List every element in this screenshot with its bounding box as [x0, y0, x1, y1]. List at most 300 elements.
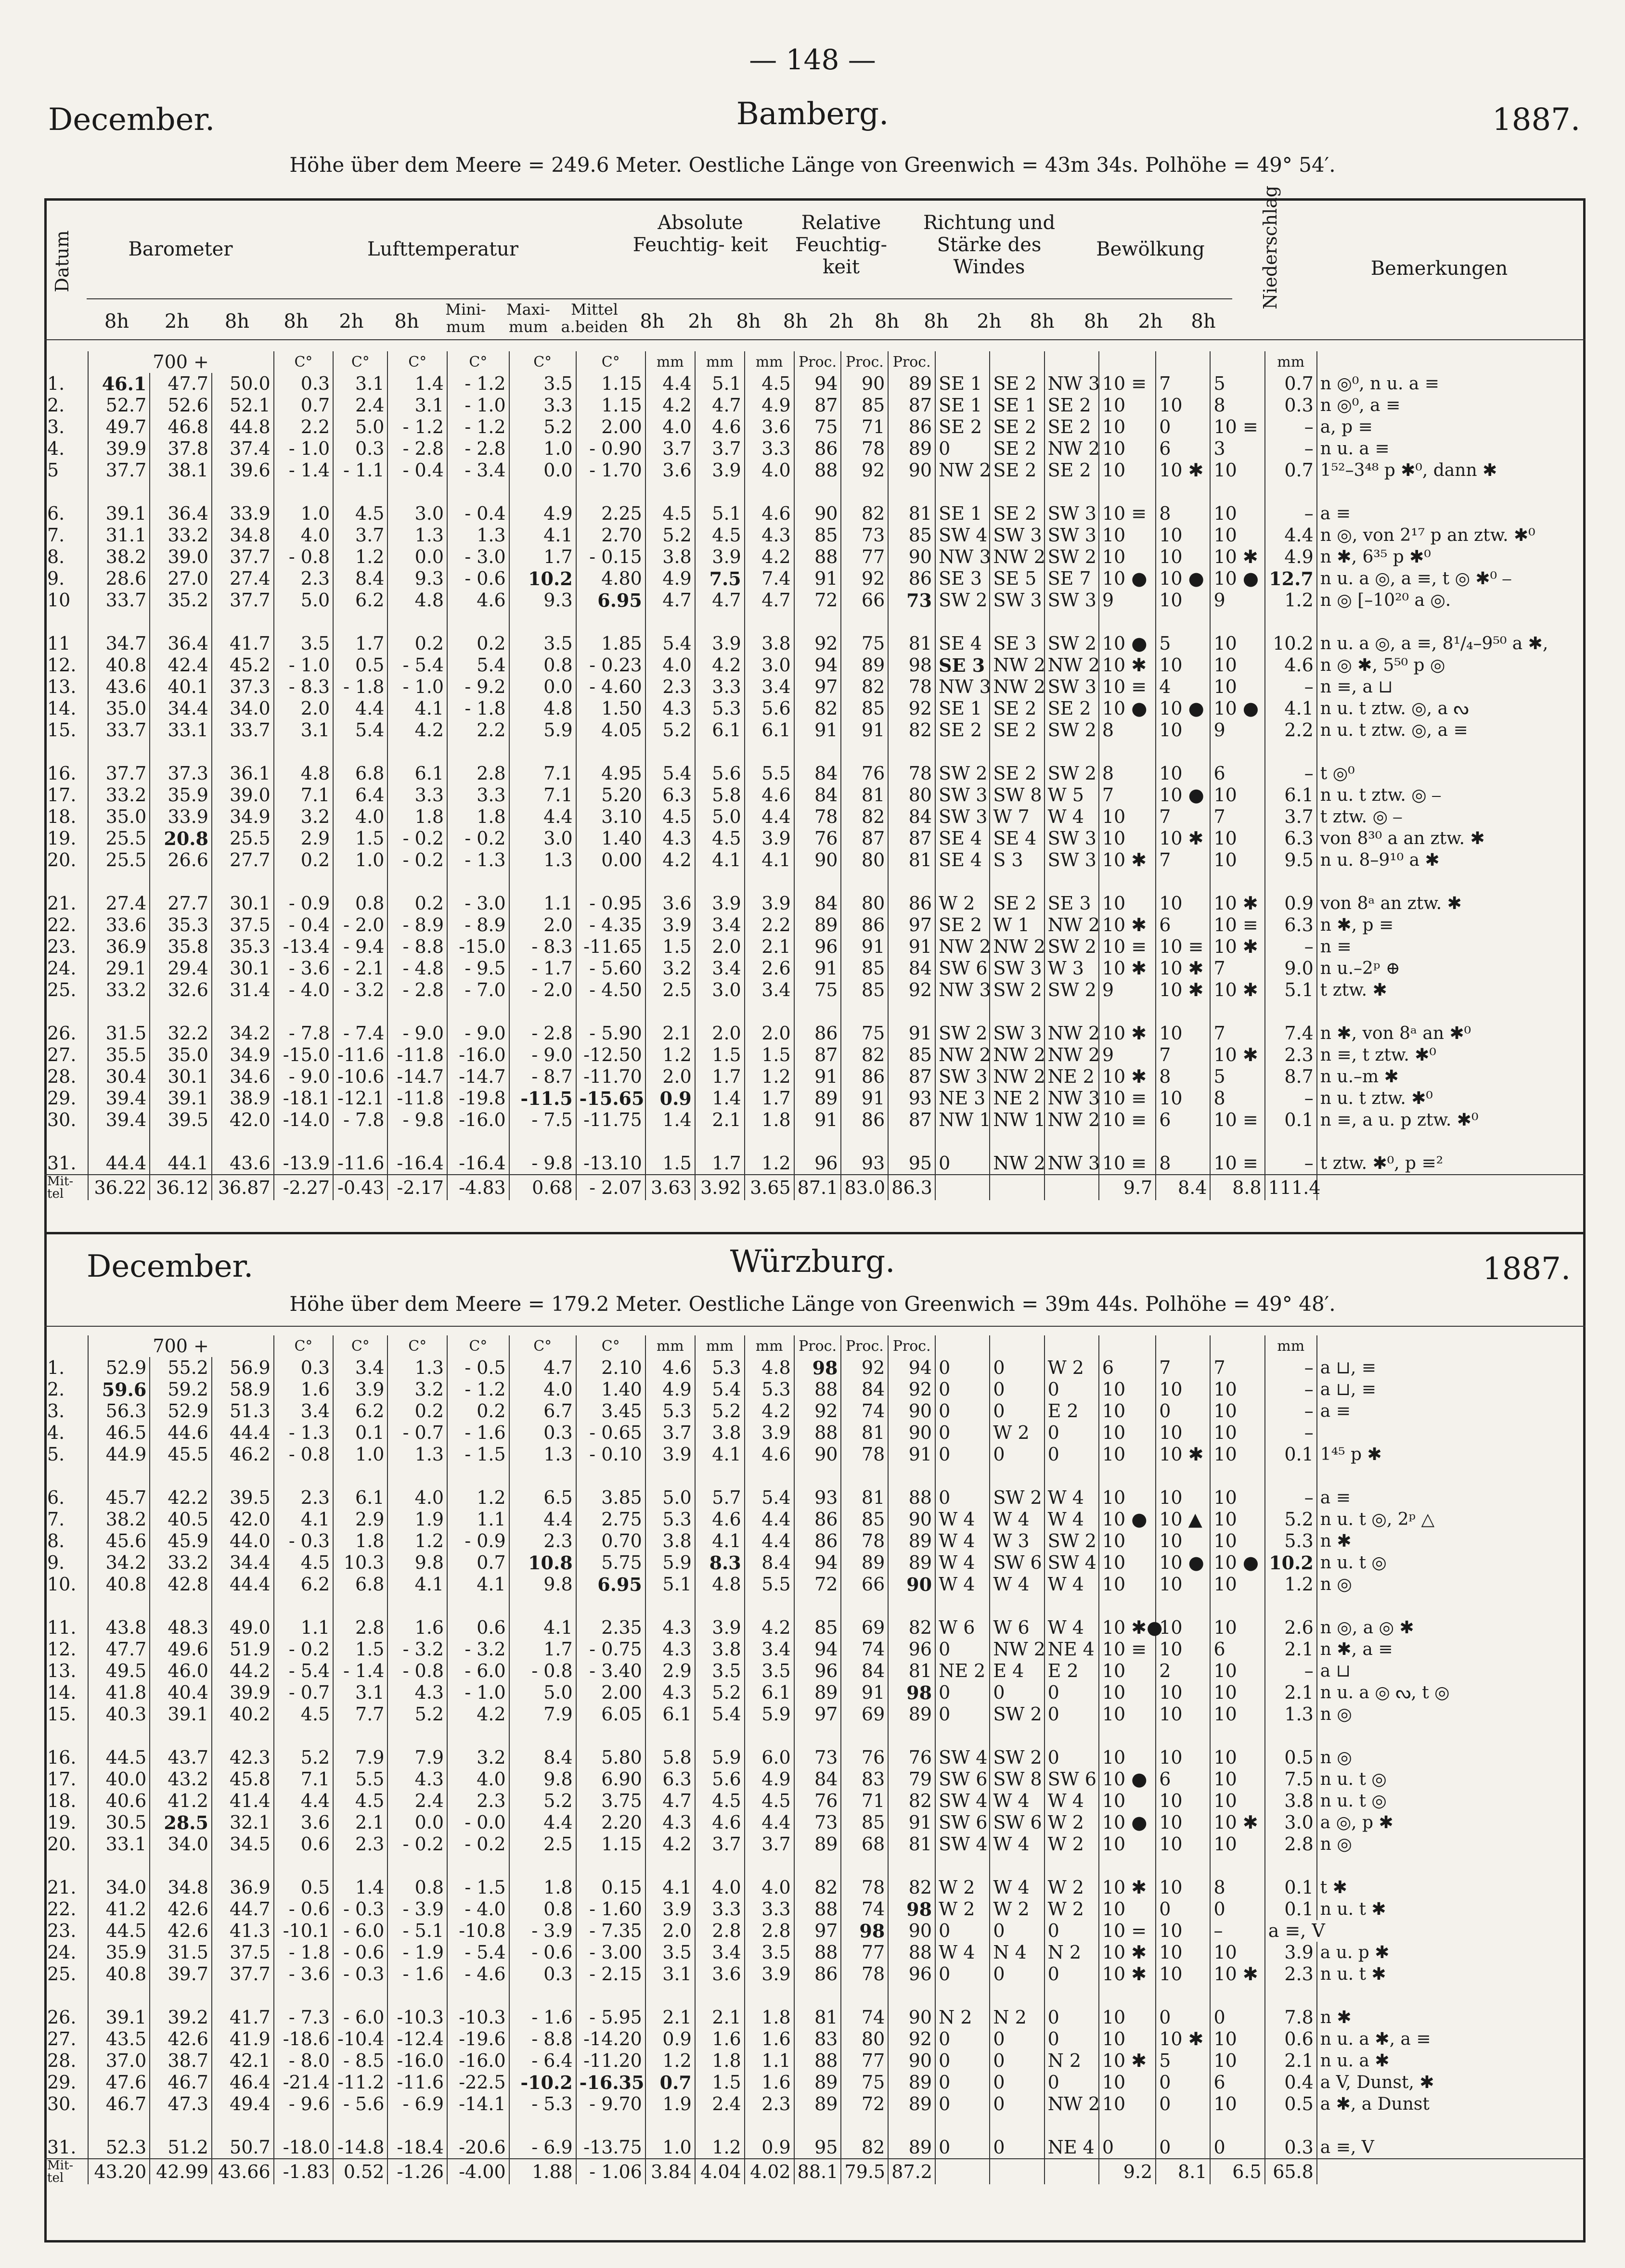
cell-rel-8h: 96 [794, 936, 841, 958]
cell-remark: von 8ᵃ an ztw. ✱ [1317, 893, 1586, 914]
cell-temp-2h: 2.3 [333, 1833, 387, 1855]
cell-day: 5. [47, 1444, 65, 1465]
gap-cell [387, 611, 447, 633]
cell-temp-2h: - 2.1 [333, 958, 387, 979]
cell-baro-8h-b: 49.0 [212, 1617, 274, 1639]
cell-cloud-2h: 10 [1156, 1833, 1210, 1855]
cell-rel-2h: 69 [841, 1617, 888, 1639]
cell-wind-8h: 0 [935, 2137, 990, 2159]
table-row [44, 828, 1586, 849]
cell-baro-8h-b: 42.0 [212, 1509, 274, 1530]
cell-abs-2h: 5.3 [695, 1357, 745, 1379]
cell-wind-8h-b: 0 [1045, 1444, 1099, 1465]
unit-cell: Proc. [888, 1335, 935, 1357]
cell-temp-max: - 8.3 [509, 936, 576, 958]
cell-wind-2h: SE 2 [990, 416, 1044, 438]
cell-abs-2h: 3.9 [695, 1617, 745, 1639]
cell-temp-min: 1.8 [447, 806, 509, 828]
cell-baro-2h: 20.8 [150, 828, 212, 849]
gap-cell [576, 741, 645, 763]
gap-cell [150, 1725, 212, 1747]
gap-cell [509, 741, 576, 763]
cell-day: 8. [47, 1530, 65, 1551]
cell-abs-2h: 2.0 [695, 1023, 745, 1044]
gap-cell [333, 1465, 387, 1487]
gap-cell [274, 1985, 334, 2007]
unit-cell [1210, 351, 1264, 373]
group-gap [44, 611, 1586, 633]
cell-baro-8h: 43.5 [88, 2028, 150, 2050]
unit-cell: mm [695, 351, 745, 373]
gap-cell [935, 1465, 990, 1487]
cell-baro-8h: 44.4 [88, 1153, 150, 1175]
cell-abs-8h-b: 4.7 [745, 589, 794, 611]
cell-day: 24. [47, 1942, 77, 1963]
cell-rel-8h-b: 87 [888, 395, 935, 416]
cell-wind-8h-b: SW 3 [1045, 589, 1099, 611]
cell-baro-8h: 44.5 [88, 1747, 150, 1768]
cell-cloud-2h: 0 [1156, 1898, 1210, 1920]
gap-cell [333, 741, 387, 763]
cell-baro-2h: 35.2 [150, 589, 212, 611]
cell-remark: n ◎⁰, n u. a ≡ [1317, 373, 1586, 395]
cell-temp-max: 6.7 [509, 1400, 576, 1422]
cell-rel-8h: 97 [794, 676, 841, 698]
cell-wind-8h-b: W 3 [1045, 958, 1099, 979]
cell-day: 4. [47, 1422, 65, 1443]
cell-baro-8h: 35.0 [88, 806, 150, 828]
cell-abs-8h: 2.9 [645, 1660, 695, 1682]
cell-rel-8h: 76 [794, 828, 841, 849]
cell-rel-8h-b: 98 [888, 1898, 935, 1920]
cell-abs-8h-b: 4.4 [745, 806, 794, 828]
cell-temp-2h: 6.4 [333, 784, 387, 806]
cell-cloud-8h: 10 ≡ [1099, 1639, 1156, 1660]
cell-rel-8h: 86 [794, 1963, 841, 1985]
cell-wind-2h: NW 2 [990, 654, 1044, 676]
cell-rel-8h-b: 90 [888, 546, 935, 568]
cell-baro-8h: 27.4 [88, 893, 150, 914]
cell-temp-2h: - 1.1 [333, 460, 387, 481]
cell-day: 29. [47, 2072, 77, 2093]
cell-baro-8h: 40.8 [88, 1963, 150, 1985]
gap-cell [212, 1985, 274, 2007]
cell-temp-8h: - 7.3 [274, 2007, 334, 2028]
cell-temp-8h-b: 4.1 [387, 698, 447, 719]
gap-cell [274, 1465, 334, 1487]
cell-cloud-2h: 8 [1156, 1153, 1210, 1175]
cell-wind-8h-b: SW 3 [1045, 503, 1099, 525]
cell-baro-8h: 43.8 [88, 1617, 150, 1639]
cell-temp-max: 5.0 [509, 1682, 576, 1704]
cell-temp-min: - 0.2 [447, 1833, 509, 1855]
cell-rel-8h-b: 85 [888, 1044, 935, 1066]
cell-rel-2h: 77 [841, 2050, 888, 2072]
cell-cloud-2h: 10 [1156, 1379, 1210, 1400]
gap-cell [695, 1465, 745, 1487]
gap-cell [150, 1855, 212, 1877]
cell-temp-min: 3.2 [447, 1747, 509, 1768]
cell-baro-2h: 43.2 [150, 1768, 212, 1790]
cell-cloud-8h-b: 10 [1210, 1768, 1264, 1790]
table-row [44, 1833, 1586, 1855]
cell-temp-2h: 3.9 [333, 1379, 387, 1400]
gap-cell [1210, 1595, 1264, 1617]
cell-rel-2h: 75 [841, 633, 888, 654]
cell-abs-8h-b: 4.02 [745, 2159, 794, 2184]
cell-temp-max: -11.5 [509, 1088, 576, 1109]
cell-cloud-8h-b: 9 [1210, 589, 1264, 611]
cell-abs-2h: 3.9 [695, 546, 745, 568]
gap-cell [150, 481, 212, 503]
cell-abs-8h-b: 3.9 [745, 828, 794, 849]
cell-rel-8h: 81 [794, 2007, 841, 2028]
cell-baro-8h-b: 37.3 [212, 676, 274, 698]
gap-cell [645, 871, 695, 893]
cell-cloud-8h-b: 10 [1210, 1747, 1264, 1768]
cell-cloud-8h-b: 5 [1210, 1066, 1264, 1088]
cell-cloud-8h: 9.2 [1099, 2159, 1156, 2184]
cell-cloud-2h: 10 [1156, 1682, 1210, 1704]
cell-abs-8h-b: 4.3 [745, 525, 794, 546]
cell-temp-8h: 3.6 [274, 1812, 334, 1833]
cell-day: 6. [47, 1487, 65, 1508]
gap-cell [447, 2115, 509, 2137]
cell-temp-8h-b: 4.0 [387, 1487, 447, 1509]
table-row [44, 2137, 1586, 2159]
gap-cell [1156, 1725, 1210, 1747]
unit-cell [1317, 1335, 1586, 1357]
cell-temp-min: - 0.2 [447, 828, 509, 849]
cell-wind-8h-b: W 5 [1045, 784, 1099, 806]
gap-cell [1045, 1855, 1099, 1877]
cell-abs-8h-b: 5.5 [745, 1574, 794, 1595]
cell-temp-max: - 1.7 [509, 958, 576, 979]
cell-temp-8h: 5.2 [274, 1747, 334, 1768]
gap-cell [1317, 1131, 1586, 1153]
cell-rel-2h: 78 [841, 1877, 888, 1898]
cell-day: 16. [47, 1747, 77, 1768]
cell-wind-8h-b [1045, 1175, 1099, 1200]
cell-temp-8h-b: 1.2 [387, 1530, 447, 1552]
gap-cell [150, 1595, 212, 1617]
cell-baro-8h: 33.7 [88, 589, 150, 611]
gap-cell [1099, 481, 1156, 503]
cell-precip: 4.4 [1265, 525, 1317, 546]
cell-temp-max: 0.0 [509, 460, 576, 481]
gap-cell [333, 1001, 387, 1023]
cell-remark: t ztw. ✱⁰, p ≡² [1317, 1153, 1586, 1175]
cell-abs-8h: 4.9 [645, 1379, 695, 1400]
cell-abs-8h: 3.2 [645, 958, 695, 979]
cell-day: 26. [47, 2007, 77, 2028]
cell-rel-8h-b: 78 [888, 763, 935, 784]
cell-temp-8h: 7.1 [274, 784, 334, 806]
cell-remark: n u. t ◎, 2ᵖ △ [1317, 1509, 1586, 1530]
cell-temp-8h: -21.4 [274, 2072, 334, 2093]
gap-cell [333, 481, 387, 503]
gap-cell [1210, 871, 1264, 893]
cell-precip: 111.4 [1265, 1175, 1317, 1200]
cell-temp-2h: 6.8 [333, 763, 387, 784]
cell-remark: n ≡ [1317, 936, 1586, 958]
cell-abs-8h: 3.7 [645, 1422, 695, 1444]
cell-cloud-2h: 6 [1156, 914, 1210, 936]
cell-cloud-8h-b: 10 ✱ [1210, 1044, 1264, 1066]
cell-cloud-8h-b: 10 [1210, 1400, 1264, 1422]
cell-temp-8h-b: - 0.4 [387, 460, 447, 481]
cell-cloud-2h: 10 [1156, 719, 1210, 741]
cell-temp-mean: 6.05 [576, 1704, 645, 1725]
cell-cloud-2h: 10 ≡ [1156, 936, 1210, 958]
cell-temp-8h-b: - 4.8 [387, 958, 447, 979]
cell-temp-8h-b: 1.4 [387, 373, 447, 395]
cell-abs-8h: 1.9 [645, 2093, 695, 2115]
cell-abs-8h-b: 3.4 [745, 1639, 794, 1660]
cell-day: 28. [47, 2050, 77, 2071]
cell-temp-8h-b: - 0.2 [387, 1833, 447, 1855]
cell-temp-8h-b: 0.8 [387, 1877, 447, 1898]
cell-wind-8h [935, 1175, 990, 1200]
cell-abs-8h: 3.7 [645, 438, 695, 460]
cell-wind-8h-b: W 4 [1045, 1487, 1099, 1509]
cell-temp-8h-b: - 0.7 [387, 1422, 447, 1444]
cell-wind-2h: W 1 [990, 914, 1044, 936]
cell-temp-max: - 5.3 [509, 2093, 576, 2115]
cell-abs-8h-b: 6.0 [745, 1747, 794, 1768]
cell-temp-mean: 2.00 [576, 1682, 645, 1704]
cell-cloud-8h: 10 [1099, 1444, 1156, 1465]
cell-wind-2h: SE 2 [990, 460, 1044, 481]
cell-abs-2h: 5.0 [695, 806, 745, 828]
cell-wind-2h: NW 1 [990, 1109, 1044, 1131]
cell-temp-min: -16.0 [447, 1044, 509, 1066]
cell-temp-2h: - 1.4 [333, 1660, 387, 1682]
cell-rel-8h-b: 90 [888, 1574, 935, 1595]
cell-precip: a ≡, V [1265, 1920, 1317, 1942]
gap-cell [447, 741, 509, 763]
cell-temp-8h: -14.0 [274, 1109, 334, 1131]
cell-abs-2h: 3.4 [695, 1942, 745, 1963]
cell-baro-2h: 46.0 [150, 1660, 212, 1682]
cell-rel-2h: 74 [841, 1639, 888, 1660]
cell-cloud-8h-b: 8 [1210, 395, 1264, 416]
cell-abs-2h: 3.8 [695, 1639, 745, 1660]
gap-cell [576, 1595, 645, 1617]
cell-abs-8h: 3.84 [645, 2159, 695, 2184]
gap-cell [212, 871, 274, 893]
cell-remark: a ◎, p ✱ [1317, 1812, 1586, 1833]
cell-rel-2h: 84 [841, 1660, 888, 1682]
cell-wind-2h: N 4 [990, 1942, 1044, 1963]
bamberg-table [44, 351, 1586, 1200]
cell-cloud-8h-b: 10 [1210, 1530, 1264, 1552]
cell-rel-8h-b: 81 [888, 849, 935, 871]
cell-day: 6. [47, 503, 65, 524]
cell-baro-8h-b: 38.9 [212, 1088, 274, 1109]
cell-temp-8h: 1.6 [274, 1379, 334, 1400]
cell-abs-2h: 2.1 [695, 2007, 745, 2028]
cell-wind-8h-b: SW 3 [1045, 525, 1099, 546]
cell-remark: a ≡ [1317, 503, 1586, 525]
cell-day: 24. [47, 958, 77, 979]
gap-cell [695, 481, 745, 503]
cell-abs-2h: 4.1 [695, 1530, 745, 1552]
cell-cloud-2h: 10 [1156, 763, 1210, 784]
cell-temp-mean: 4.80 [576, 568, 645, 589]
cell-day: 19. [47, 828, 77, 849]
cell-precip: 1.2 [1265, 1574, 1317, 1595]
cell-temp-min: 4.0 [447, 1768, 509, 1790]
cell-cloud-8h: 10 ● [1099, 1768, 1156, 1790]
gap-cell [1265, 2115, 1317, 2137]
cell-remark: t ✱ [1317, 1877, 1586, 1898]
gap-cell [509, 1001, 576, 1023]
cell-cloud-8h-b: 8 [1210, 1877, 1264, 1898]
table-row [44, 1660, 1586, 1682]
cell-baro-2h: 26.6 [150, 849, 212, 871]
cell-temp-max: - 9.8 [509, 1153, 576, 1175]
cell-rel-2h: 93 [841, 1153, 888, 1175]
cell-temp-mean: 1.15 [576, 373, 645, 395]
cell-temp-2h: - 6.0 [333, 1920, 387, 1942]
gap-cell [1156, 1985, 1210, 2007]
gap-cell [1099, 1595, 1156, 1617]
cell-abs-2h: 5.1 [695, 503, 745, 525]
gap-cell [44, 1001, 88, 1023]
cell-temp-mean: 4.95 [576, 763, 645, 784]
cell-temp-min: - 3.2 [447, 1639, 509, 1660]
cell-remark: n u. a ◎ ᔓ, t ◎ [1317, 1682, 1586, 1704]
cell-abs-8h-b: 4.6 [745, 503, 794, 525]
cell-day: 27. [47, 1044, 77, 1065]
cell-abs-2h: 4.8 [695, 1574, 745, 1595]
gap-cell [387, 741, 447, 763]
cell-cloud-8h-b: 10 ✱ [1210, 1963, 1264, 1985]
cell-wind-8h-b: NW 3 [1045, 373, 1099, 395]
cell-cloud-2h: 10 [1156, 1812, 1210, 1833]
cell-baro-8h-b: 44.8 [212, 416, 274, 438]
cell-baro-8h: 46.5 [88, 1422, 150, 1444]
cell-abs-8h: 0.9 [645, 2028, 695, 2050]
cell-wind-8h: 0 [935, 1639, 990, 1660]
cell-abs-8h-b: 4.8 [745, 1357, 794, 1379]
cell-abs-8h-b: 5.3 [745, 1379, 794, 1400]
cell-rel-8h: 73 [794, 1747, 841, 1768]
gap-cell [745, 1595, 794, 1617]
gap-cell [990, 741, 1044, 763]
gap-cell [888, 611, 935, 633]
gap-cell [645, 2115, 695, 2137]
cell-temp-8h: 1.0 [274, 503, 334, 525]
gap-cell [447, 481, 509, 503]
cell-day: 10 [47, 589, 71, 611]
cell-cloud-2h: 10 [1156, 1574, 1210, 1595]
cell-temp-min: - 0.9 [447, 1530, 509, 1552]
cell-wind-2h: 0 [990, 2050, 1044, 2072]
cell-temp-8h: 2.9 [274, 828, 334, 849]
cell-cloud-2h: 8.1 [1156, 2159, 1210, 2184]
cell-abs-2h: 5.2 [695, 1400, 745, 1422]
gap-cell [387, 1725, 447, 1747]
page-number: — 148 — [749, 43, 876, 76]
cell-rel-2h: 80 [841, 893, 888, 914]
cell-baro-2h: 31.5 [150, 1942, 212, 1963]
cell-abs-8h-b: 6.1 [745, 1682, 794, 1704]
cell-baro-8h-b: 44.4 [212, 1574, 274, 1595]
cell-wind-2h: SW 8 [990, 1768, 1044, 1790]
gap-cell [1317, 1465, 1586, 1487]
gap-cell [1099, 1131, 1156, 1153]
cell-abs-2h: 4.5 [695, 525, 745, 546]
cell-rel-8h-b: 87 [888, 1109, 935, 1131]
cell-rel-2h: 85 [841, 958, 888, 979]
cell-cloud-8h-b: 10 [1210, 1379, 1264, 1400]
cell-baro-8h-b: 32.1 [212, 1812, 274, 1833]
cell-wind-8h: SW 3 [935, 784, 990, 806]
cell-temp-2h: 1.0 [333, 1444, 387, 1465]
cell-cloud-8h-b: 10 ✱ [1210, 979, 1264, 1001]
cell-abs-8h-b: 5.9 [745, 1704, 794, 1725]
gap-cell [1265, 611, 1317, 633]
gap-cell [447, 1855, 509, 1877]
cell-abs-8h: 2.1 [645, 2007, 695, 2028]
gap-cell [1045, 481, 1099, 503]
cell-wind-8h-b: W 2 [1045, 1898, 1099, 1920]
gap-cell [576, 1465, 645, 1487]
cell-day: 2. [47, 395, 65, 416]
cell-temp-max: - 6.4 [509, 2050, 576, 2072]
cell-abs-8h-b: 2.6 [745, 958, 794, 979]
cell-temp-8h-b: -2.17 [387, 1175, 447, 1200]
cell-baro-8h: 36.9 [88, 936, 150, 958]
gap-cell [794, 611, 841, 633]
cell-temp-2h: 6.2 [333, 589, 387, 611]
table-row [44, 1920, 1586, 1942]
cell-rel-2h: 75 [841, 1023, 888, 1044]
cell-cloud-8h: 10 [1099, 806, 1156, 828]
cell-cloud-8h: 10 ● [1099, 1812, 1156, 1833]
gap-cell [645, 1595, 695, 1617]
cell-wind-8h-b: NW 2 [1045, 654, 1099, 676]
cell-wind-8h: 0 [935, 1682, 990, 1704]
gap-cell [387, 2115, 447, 2137]
cell-abs-8h-b: 5.5 [745, 763, 794, 784]
gap-cell [990, 1595, 1044, 1617]
cell-temp-mean: -11.65 [576, 936, 645, 958]
cell-baro-8h-b: 40.2 [212, 1704, 274, 1725]
cell-precip: – [1265, 1422, 1317, 1444]
cell-abs-8h: 4.3 [645, 1682, 695, 1704]
cell-abs-2h: 3.3 [695, 1898, 745, 1920]
cell-remark [1317, 1175, 1586, 1200]
cell-wind-2h: SE 2 [990, 698, 1044, 719]
cell-temp-mean: - 0.10 [576, 1444, 645, 1465]
cell-temp-8h-b: - 3.2 [387, 1639, 447, 1660]
cell-baro-8h: 33.1 [88, 1833, 150, 1855]
cell-temp-min: - 1.2 [447, 416, 509, 438]
gap-cell [150, 1465, 212, 1487]
cell-cloud-2h: 10 ✱ [1156, 958, 1210, 979]
cell-temp-8h-b: - 0.2 [387, 849, 447, 871]
gap-cell [695, 1001, 745, 1023]
cell-remark: n ✱, 6³⁵ p ✱⁰ [1317, 546, 1586, 568]
cell-rel-8h-b: 92 [888, 698, 935, 719]
cell-temp-max: 1.8 [509, 1877, 576, 1898]
cell-precip: 3.9 [1265, 1942, 1317, 1963]
subheader-divider [87, 298, 1232, 299]
cell-temp-max: 4.8 [509, 698, 576, 719]
